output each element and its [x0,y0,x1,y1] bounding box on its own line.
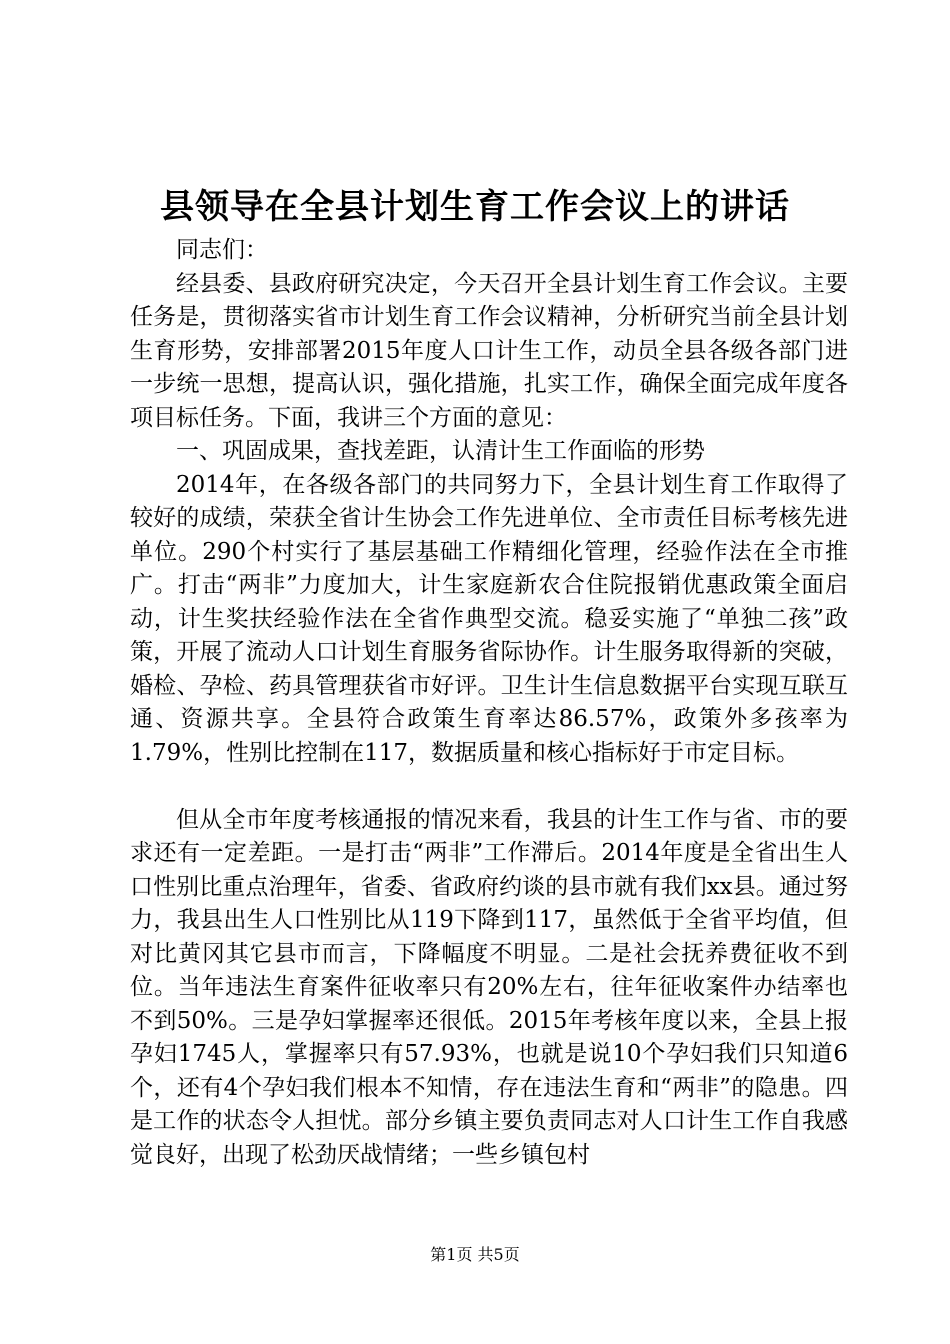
document-body [130,234,848,1172]
document-title: 县领导在全县计划生育工作会议上的讲话 [160,187,790,227]
page-number-footer: 第1页 共5页 [430,1245,520,1264]
intro-paragraph: 经县委、县政府研究决定，今天召开全县计划生育工作会议。主要任务是，贯彻落实省市计划生育工作会议精神，分析研究当前全县计划生育形势，安排部署2015年度人口计生工作，动员全县各级各部门进一步统一思想，提高认识，强化措施，扎实工作，确保全面完成年度各项目标任务。下面，我讲三个方面的意见： [130,270,848,431]
section-heading: 一、巩固成果，查找差距，认清计生工作面临的形势 [176,438,705,464]
achievements-paragraph: 2014年，在各级各部门的共同努力下，全县计划生育工作取得了较好的成绩，荣获全省计生协会工作先进单位、全市责任目标考核先进单位。290个村实行了基层基础工作精细化管理，经验作法在全市推广。打击“两非”力度加大，计生家庭新农合住院报销优惠政策全面启动，计生奖扶经验作法在全省作典型交流。稳妥实施了“单独二孩”政策，开展了流动人口计划生育服务省际协作。计生服务取得新的突破，婚检、孕检、药具管理获省市好评。卫生计生信息数据平台实现互联互通、资源共享。全县符合政策生育率达86.57%，政策外多孩率为1.79%，性别比控制在117，数据质量和核心指标好于市定目标。 [130,471,848,766]
salutation-paragraph: 同志们： [176,237,268,263]
shortcomings-paragraph: 但从全市年度考核通报的情况来看，我县的计生工作与省、市的要求还有一定差距。一是打击“两非”工作滞后。2014年度是全省出生人口性别比重点治理年，省委、省政府约谈的县市就有我们xx县。通过努力，我县出生人口性别比从119下降到117，虽然低于全省平均值，但对比黄冈其它县市而言，下降幅度不明显。二是社会抚养费征收不到位。当年违法生育案件征收率只有20%左右，往年征收案件办结率也不到50%。三是孕妇掌握率还很低。2015年考核年度以来，全县上报孕妇1745人，掌握率只有57.93%，也就是说10个孕妇我们只知道6个，还有4个孕妇我们根本不知情，存在违法生育和“两非”的隐患。四是工作的状态令人担忧。部分乡镇主要负责同志对人口计生工作自我感觉良好，出现了松劲厌战情绪；一些乡镇包村 [130,806,848,1168]
